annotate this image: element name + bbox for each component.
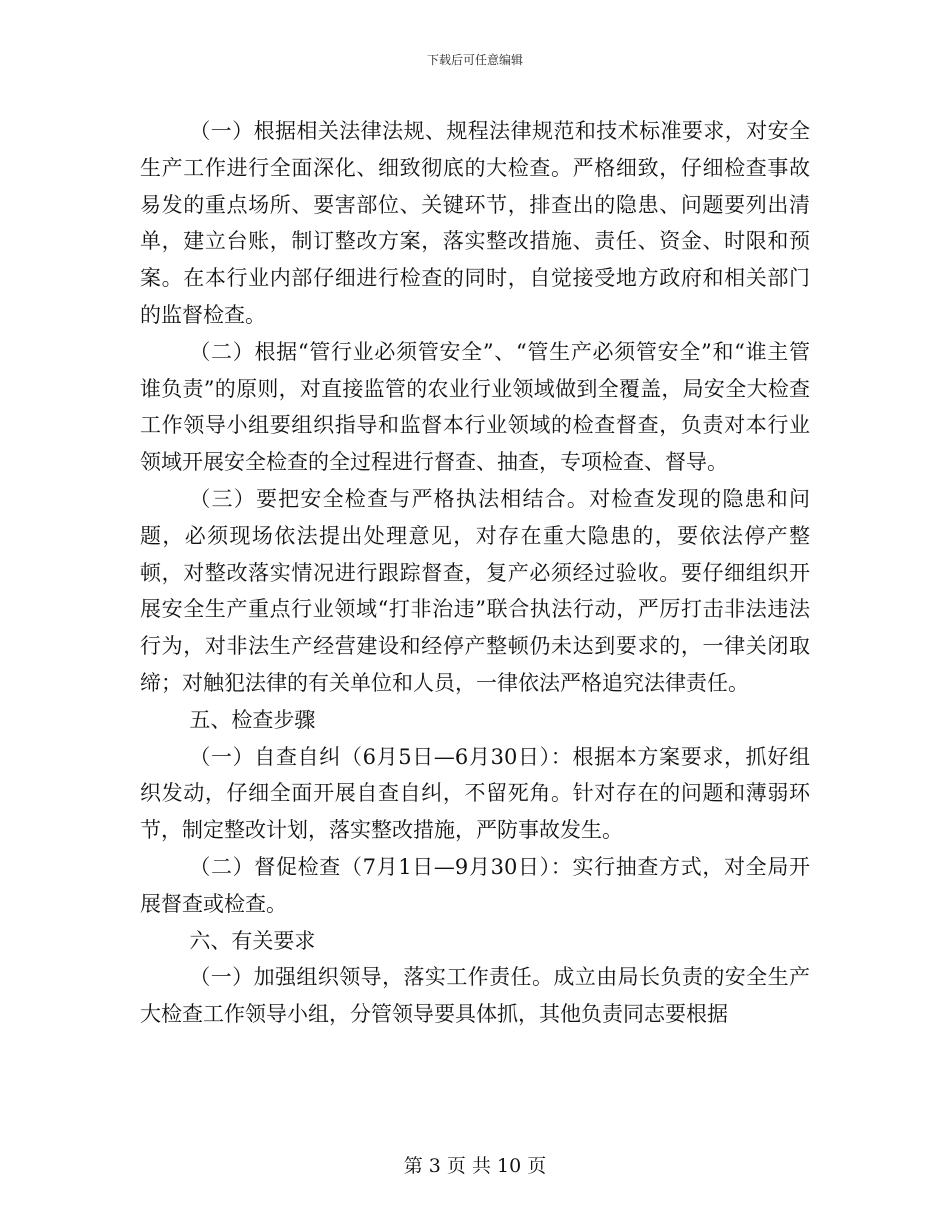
document-body bbox=[140, 113, 810, 1033]
section-heading-6: 六、有关要求 bbox=[189, 928, 316, 953]
paragraph-1: （一）根据相关法律法规、规程法律规范和技术标准要求，对安全生产工作进行全面深化、细致彻底的大检查。严格细致，仔细检查事故易发的重点场所、要害部位、关键环节，排查出的隐患、问题要列出清单，建立台账，制订整改方案，落实整改措施、责任、资金、时限和预案。在本行业内部仔细进行检查的同时，自觉接受地方政府和相关部门的监督检查。 bbox=[140, 119, 810, 327]
paragraph-2: （二）根据“管行业必须管安全”、“管生产必须管安全”和“谁主管谁负责”的原则，对直接监管的农业行业领域做到全覆盖，局安全大检查工作领导小组要组织指导和监督本行业领域的检查督查，负责对本行业领域开展安全检查的全过程进行督查、抽查，专项检查、督导。 bbox=[140, 339, 810, 475]
paragraph-4: （一）自查自纠（6月5日—6月30日）：根据本方案要求，抓好组织发动，仔细全面开展自查自纠，不留死角。针对存在的问题和薄弱环节，制定整改计划，落实整改措施，严防事故发生。 bbox=[140, 744, 810, 843]
paragraph-5: （二）督促检查（7月1日—9月30日）：实行抽查方式，对全局开展督查或检查。 bbox=[140, 854, 810, 916]
section-heading-5: 五、检查步骤 bbox=[189, 707, 316, 732]
page-footer: 第 3 页 共 10 页 bbox=[403, 1155, 547, 1177]
paragraph-3: （三）要把安全检查与严格执法相结合。对检查发现的隐患和问题，必须现场依法提出处理意见，对存在重大隐患的，要依法停产整顿，对整改落实情况进行跟踪督查，复产必须经过验收。要仔细组织开展安全生产重点行业领域“打非治违”联合执法行动，严厉打击非法违法行为，对非法生产经营建设和经停产整顿仍未达到要求的，一律关闭取缔；对触犯法律的有关单位和人员，一律依法严格追究法律责任。 bbox=[140, 486, 810, 695]
page-header: 下载后可任意编辑 bbox=[426, 53, 523, 67]
paragraph-6: （一）加强组织领导，落实工作责任。成立由局长负责的安全生产大检查工作领导小组，分管领导要具体抓，其他负责同志要根据 bbox=[140, 965, 810, 1027]
